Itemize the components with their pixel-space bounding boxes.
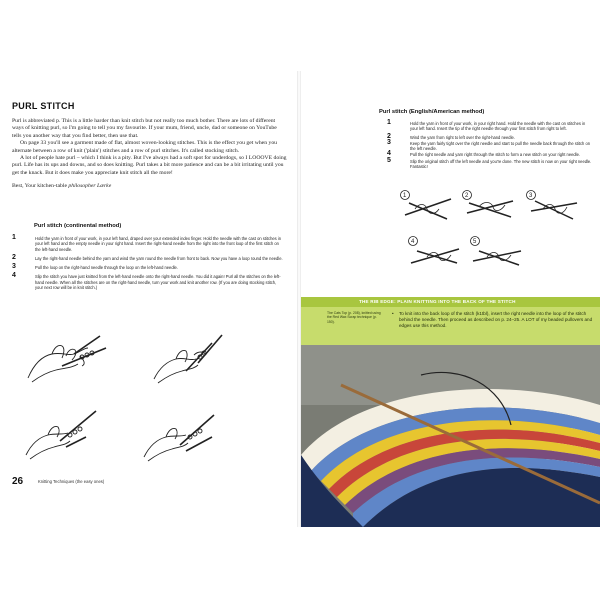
step-item xyxy=(387,132,593,140)
needle-diagram-5 xyxy=(469,235,525,269)
diagram-number: 1 xyxy=(403,193,407,200)
step-text: Hold the yarn in front of your work, in your left hand, draped over your extended index finger. Hold the needle with the cast on stitches in your left hand and the empty needle in your right hand. Insert the right-hand needle from the right into the front loop of the first stitch on the left-hand needle. xyxy=(35,236,281,252)
needle-diagram-2 xyxy=(461,189,517,223)
diagram-number: 5 xyxy=(473,239,477,246)
needle-diagram-1 xyxy=(399,189,455,223)
continental-steps xyxy=(12,236,284,293)
continental-method-title: Purl stitch (continental method) xyxy=(34,223,122,229)
hand-illustration-4 xyxy=(140,403,220,465)
step-item xyxy=(12,253,284,261)
page-title: PURL STITCH xyxy=(12,101,75,111)
book-fold xyxy=(297,71,301,527)
step-text: Keep the yarn fairly tight over the right needle and start to pull the needle back through the stitch on the left needle. xyxy=(410,140,591,152)
step-number: 3 xyxy=(387,138,391,146)
step-item xyxy=(12,265,284,270)
page-number: 26 xyxy=(12,476,24,487)
running-footer: Knitting Techniques (the easy ones) xyxy=(38,479,105,484)
step-number: 4 xyxy=(12,272,16,280)
english-steps xyxy=(387,121,593,172)
signoff-prefix: Best, Your kitchen-table xyxy=(12,183,69,190)
step-text: Pull the loop on the right-hand needle through the loop on the left-hand needle. xyxy=(35,265,178,271)
photo-caption: The Cats Top (p. 208), knitted using the Red Wax Scrap technique (p. 150). xyxy=(327,311,381,324)
step-text: Slip the original stitch off the left needle and you're done. The new stitch is now on your right needle. Fantastic! xyxy=(410,158,592,170)
step-item xyxy=(387,152,593,157)
rib-instruction-text: To knit into the back loop of the stitch (k1tbl), insert the right needle into the loop of the stitch behind the needle. Then proceed as described on p. 24–25. A LOT of my beaded pullovers and edges use this method. xyxy=(399,311,593,328)
step-text: Wind the yarn from right to left over the right-hand needle. xyxy=(410,134,515,140)
diagram-number: 2 xyxy=(465,193,469,200)
knitting-photo-image xyxy=(301,345,600,527)
hand-illustration-1 xyxy=(22,326,112,388)
step-text: Pull the right needle and yarn right through the stitch to form a new stitch on your right needle. xyxy=(410,152,580,158)
needle-diagram-3 xyxy=(525,189,581,223)
step-item xyxy=(12,236,284,252)
hand-illustration-3 xyxy=(22,401,102,463)
rib-instruction xyxy=(392,311,595,329)
intro-paragraph: A lot of people hate purl – which I think is a pity. But I've always had a soft spot for underdogs, so I LOOOVE doing purl. Life has its ups and downs, and so does knitting. Purl takes a bit more patience and can be a bit irritating until you get the knack. But it does make you appreciate knit stitch all the more! xyxy=(12,155,287,176)
step-number: 4 xyxy=(387,150,391,158)
step-number: 2 xyxy=(12,253,16,261)
rib-section-title: THE RIB EDGE: PLAIN KNITTING INTO THE BACK OF THE STITCH xyxy=(359,299,516,304)
intro-paragraph: On page 33 you'll see a garment made of flat, almost woven-looking stitches. This is the effect you get when you alternate between a row of knit ('plain') stitches and a row of purl stitches. It's called stocking stitch. xyxy=(12,140,278,154)
step-number: 1 xyxy=(12,234,16,241)
step-number: 1 xyxy=(387,119,391,126)
step-text: Lay the right-hand needle behind the yarn and wind the yarn round the needle from front to back. Now you have a loop round the needle. xyxy=(35,255,283,261)
step-text: Slip the stitch you have just knitted from the left-hand needle onto the right-hand needle. You did it again! Purl all the stitches on the left-hand needle. When all the stitches are on the right-hand needle, turn your work and knit another row. (If you are doing stocking stitch, your next row will be in knit stitch.) xyxy=(35,274,281,291)
diagram-number: 3 xyxy=(529,193,533,200)
step-item xyxy=(387,156,593,170)
english-method-title: Purl stitch (English/American method) xyxy=(379,109,485,115)
diagram-number: 4 xyxy=(411,239,415,246)
step-item xyxy=(387,138,593,152)
hand-illustration-2 xyxy=(150,329,230,387)
step-number: 3 xyxy=(12,263,16,271)
intro-text xyxy=(12,118,287,191)
right-page xyxy=(301,71,600,527)
needle-diagram-4 xyxy=(407,235,463,269)
step-item xyxy=(387,121,593,132)
step-text: Hold the yarn in front of your work, in your right hand. Hold the needle with the cast on stitches in your left hand. Insert the tip of the right needle through your first stitch from right to left. xyxy=(410,121,586,132)
left-page xyxy=(0,71,297,527)
step-number: 2 xyxy=(387,132,391,140)
bullet-icon: • xyxy=(392,311,394,316)
signoff-name: philosopher Lærke xyxy=(68,183,112,190)
step-item xyxy=(12,274,284,290)
knitting-photo xyxy=(301,345,600,527)
signoff xyxy=(12,183,287,190)
intro-paragraph: Purl is abbreviated p. This is a little harder than knit stitch but not really too much bother. There are lots of different ways of knitting purl, so I'm going to tell you my favourite. If your mum, friend, uncle, dad or someone on YouTube tells you another way that you find better, then use that. xyxy=(12,118,277,139)
step-number: 5 xyxy=(387,156,391,164)
